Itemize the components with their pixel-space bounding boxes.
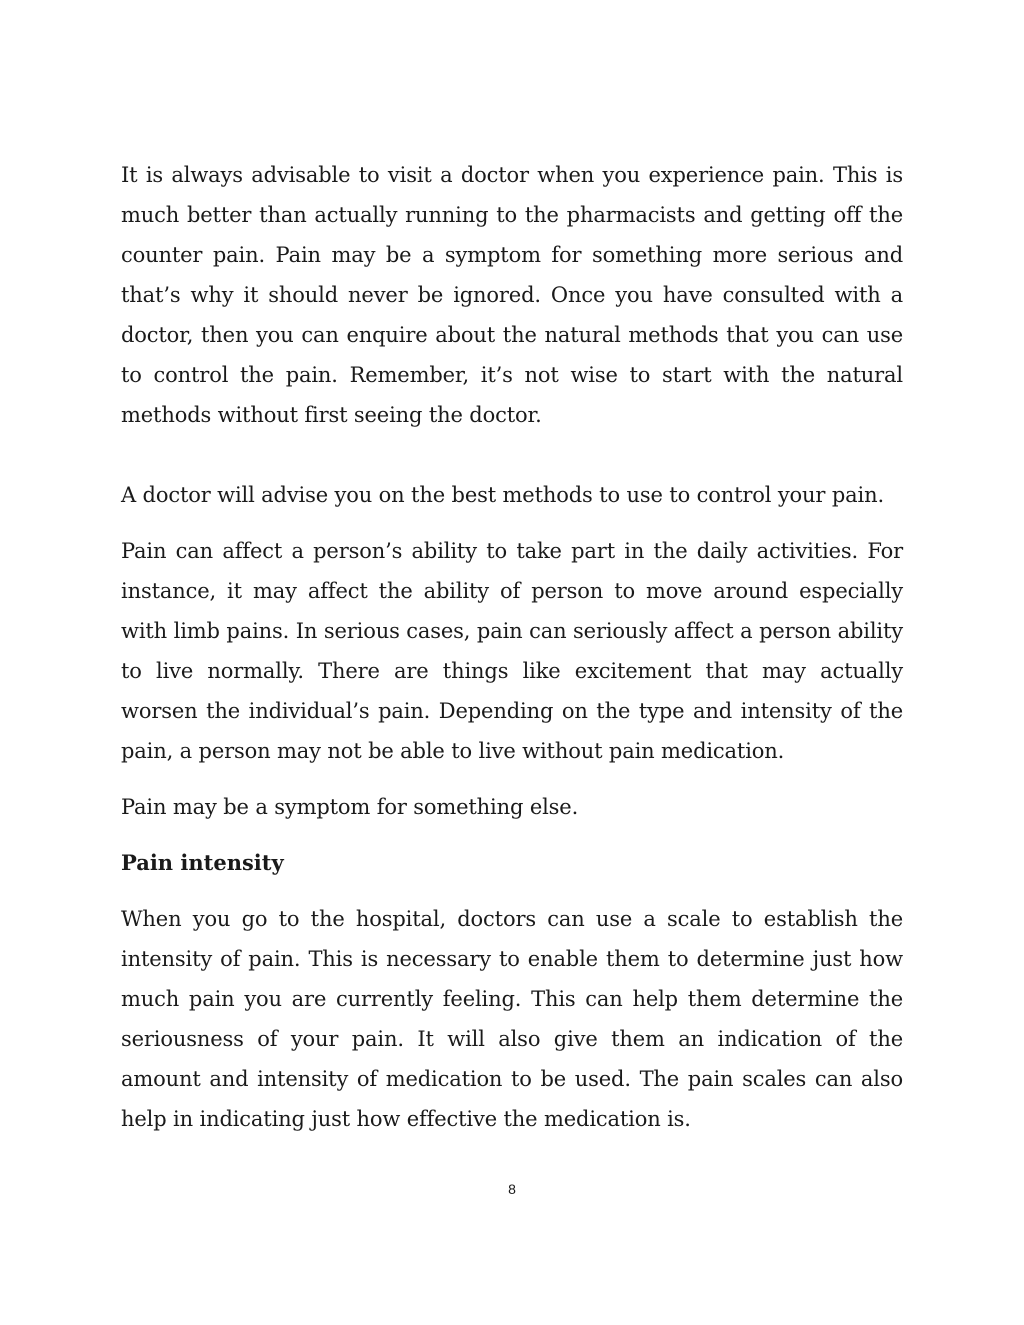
page-number: 8: [508, 1181, 516, 1197]
document-body: [121, 155, 903, 1139]
paragraph-visit-doctor: It is always advisable to visit a doctor when you experience pain. This is much better than actually running to the pharmacists and getting off the counter pain. Pain may be a symptom for something more serious and that’s why it should never be ignored. Once you have consulted with a doctor, then you can enquire about the natural methods that you can use to control the pain. Remember, it’s not wise to start with the natural methods without first seeing the doctor.: [121, 163, 903, 427]
paragraph-pain-daily-activities: Pain can affect a person’s ability to take part in the daily activities. For instance, it may affect the ability of person to move around especially with limb pains. In serious cases, pain can seriously affect a person ability to live normally. There are things like excitement that may actually worsen the individual’s pain. Depending on the type and intensity of the pain, a person may not be able to live without pain medication.: [121, 539, 903, 763]
paragraph-doctor-advice: A doctor will advise you on the best methods to use to control your pain.: [121, 483, 884, 507]
paragraph-pain-scale: When you go to the hospital, doctors can use a scale to establish the intensity of pain. This is necessary to enable them to determine just how much pain you are currently feeling. This can help them determine the seriousness of your pain. It will also give them an indication of the amount and intensity of medication to be used. The pain scales can also help in indicating just how effective the medication is.: [121, 907, 903, 1131]
paragraph-pain-symptom: Pain may be a symptom for something else.: [121, 795, 579, 819]
section-heading-pain-intensity: Pain intensity: [121, 850, 284, 875]
